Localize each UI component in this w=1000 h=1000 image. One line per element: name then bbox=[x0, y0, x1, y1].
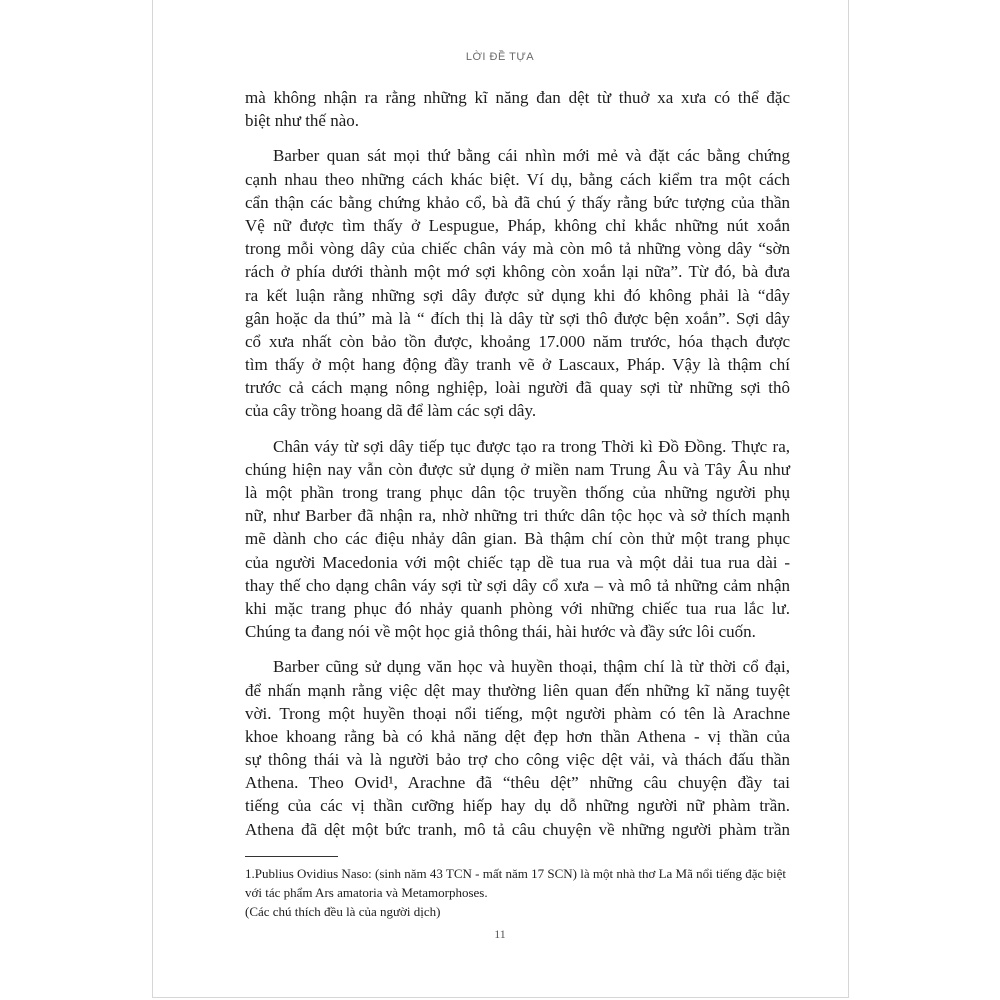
text-line: Barber quan sát mọi thứ bằng cái nhìn mới mẻ và đặt các bằng chứng bbox=[273, 146, 790, 166]
text-line: của người Macedonia với một chiếc tạp dề tua rua và một dải tua rua dài - bbox=[245, 552, 790, 572]
page-number: 11 bbox=[494, 927, 506, 941]
footnote bbox=[245, 864, 785, 921]
paragraph-3 bbox=[245, 435, 790, 644]
text-line: để nhấn mạnh rằng việc dệt may thường liên quan đến những kĩ năng tuyệt bbox=[245, 680, 790, 700]
text-line: khi mặc trang phục đó nhảy quanh phòng với những chiếc tua rua lắc lư. bbox=[245, 598, 790, 618]
text-line: ra kết luận rằng những sợi dây được sử dụng khi đó không phải là “dây bbox=[245, 285, 790, 305]
text-line: gân hoặc da thú” mà là “ đích thị là dây từ sợi thô được bện xoắn”. Sợi dây bbox=[245, 308, 790, 328]
text-line: Chân váy từ sợi dây tiếp tục được tạo ra trong Thời kì Đồ Đồng. Thực ra, bbox=[273, 436, 790, 456]
text-line: vời. Trong một huyền thoại nổi tiếng, một người phàm có tên là Arachne bbox=[245, 703, 790, 723]
text-line: của cây trồng hoang dã để làm các sợi dây. bbox=[245, 401, 537, 421]
text-line: Athena. Theo Ovid¹, Arachne đã “thêu dệt” những câu chuyện đầy tai bbox=[245, 773, 790, 793]
text-line: tiếng của các vị thần cưỡng hiếp hay dụ dỗ những người nữ phàm trần. bbox=[245, 796, 790, 816]
text-line: trước cả cách mạng nông nghiệp, loài người đã quay sợi từ những sợi thô bbox=[245, 378, 790, 398]
text-line: khoe khoang rằng bà có khả năng dệt đẹp hơn thần Athena - vị thần của bbox=[245, 726, 790, 746]
text-line: Vệ nữ được tìm thấy ở Lespugue, Pháp, không chỉ khắc những nút xoắn bbox=[245, 215, 790, 235]
text-line: tìm thấy ở một hang động đầy tranh vẽ ở Lascaux, Pháp. Vậy là thậm chí bbox=[245, 355, 790, 375]
text-line: Athena đã dệt một bức tranh, mô tả câu chuyện về những người phàm trần bbox=[245, 819, 790, 839]
paragraph-2 bbox=[245, 144, 790, 422]
running-header: LỜI ĐỀ TỰA bbox=[465, 51, 535, 63]
text-line: sự thông thái và là người bảo trợ cho công việc dệt vải, và thách đấu thần bbox=[245, 750, 790, 770]
footnote-line: 1.Publius Ovidius Naso: (sinh năm 43 TCN - mất năm 17 SCN) là một nhà thơ La Mã nổi tiếng đặc biệt bbox=[245, 866, 787, 881]
text-line: biệt như thế nào. bbox=[245, 111, 360, 131]
body-text bbox=[245, 86, 790, 841]
text-line: Chúng ta đang nói về một học giả thông thái, hài hước và đầy sức lôi cuốn. bbox=[245, 622, 756, 642]
paragraph-1 bbox=[245, 86, 790, 132]
paragraph-4 bbox=[245, 655, 790, 841]
text-line: cẩn thận các bằng chứng khảo cổ, bà đã chú ý thấy rằng bức tượng của thần bbox=[245, 192, 790, 212]
text-line: cổ xưa nhất còn bảo tồn được, khoảng 17.000 năm trước, hóa thạch được bbox=[245, 331, 790, 351]
footnote-divider bbox=[245, 856, 338, 857]
text-line: cạnh nhau theo những cách khác biệt. Ví dụ, bằng cách kiểm tra một cách bbox=[245, 169, 790, 189]
text-line: là một phần trong trang phục dân tộc truyền thống của những người phụ bbox=[245, 483, 790, 502]
text-line: nữ, như Barber đã nhận ra, nhờ những tri thức dân tộc học và sở thích mạnh bbox=[245, 506, 790, 526]
text-line: Barber cũng sử dụng văn học và huyền thoại, thậm chí là từ thời cổ đại, bbox=[273, 657, 790, 677]
text-line: trong mỗi vòng dây của chiếc chân váy mà còn mô tả những vòng dây “sờn bbox=[245, 239, 790, 259]
footnote-line: (Các chú thích đều là của người dịch) bbox=[245, 904, 441, 919]
text-line: mẽ dành cho các điệu nhảy dân gian. Bà thậm chí còn thử một trang phục bbox=[245, 529, 790, 549]
footnote-line: với tác phẩm Ars amatoria và Metamorphoses. bbox=[245, 885, 488, 900]
text-line: chúng hiện nay vẫn còn được sử dụng ở miền nam Trung Âu và Tây Âu như bbox=[245, 459, 790, 479]
text-line: thay thế cho dạng chân váy sợi từ sợi dây cổ xưa – và mô tả những cảm nhận bbox=[245, 575, 790, 595]
text-line: rách ở phía dưới thành một mớ sợi không còn xoắn lại nữa”. Từ đó, bà đưa bbox=[245, 262, 790, 282]
text-line: mà không nhận ra rằng những kĩ năng đan dệt từ thuở xa xưa có thể đặc bbox=[245, 88, 790, 107]
